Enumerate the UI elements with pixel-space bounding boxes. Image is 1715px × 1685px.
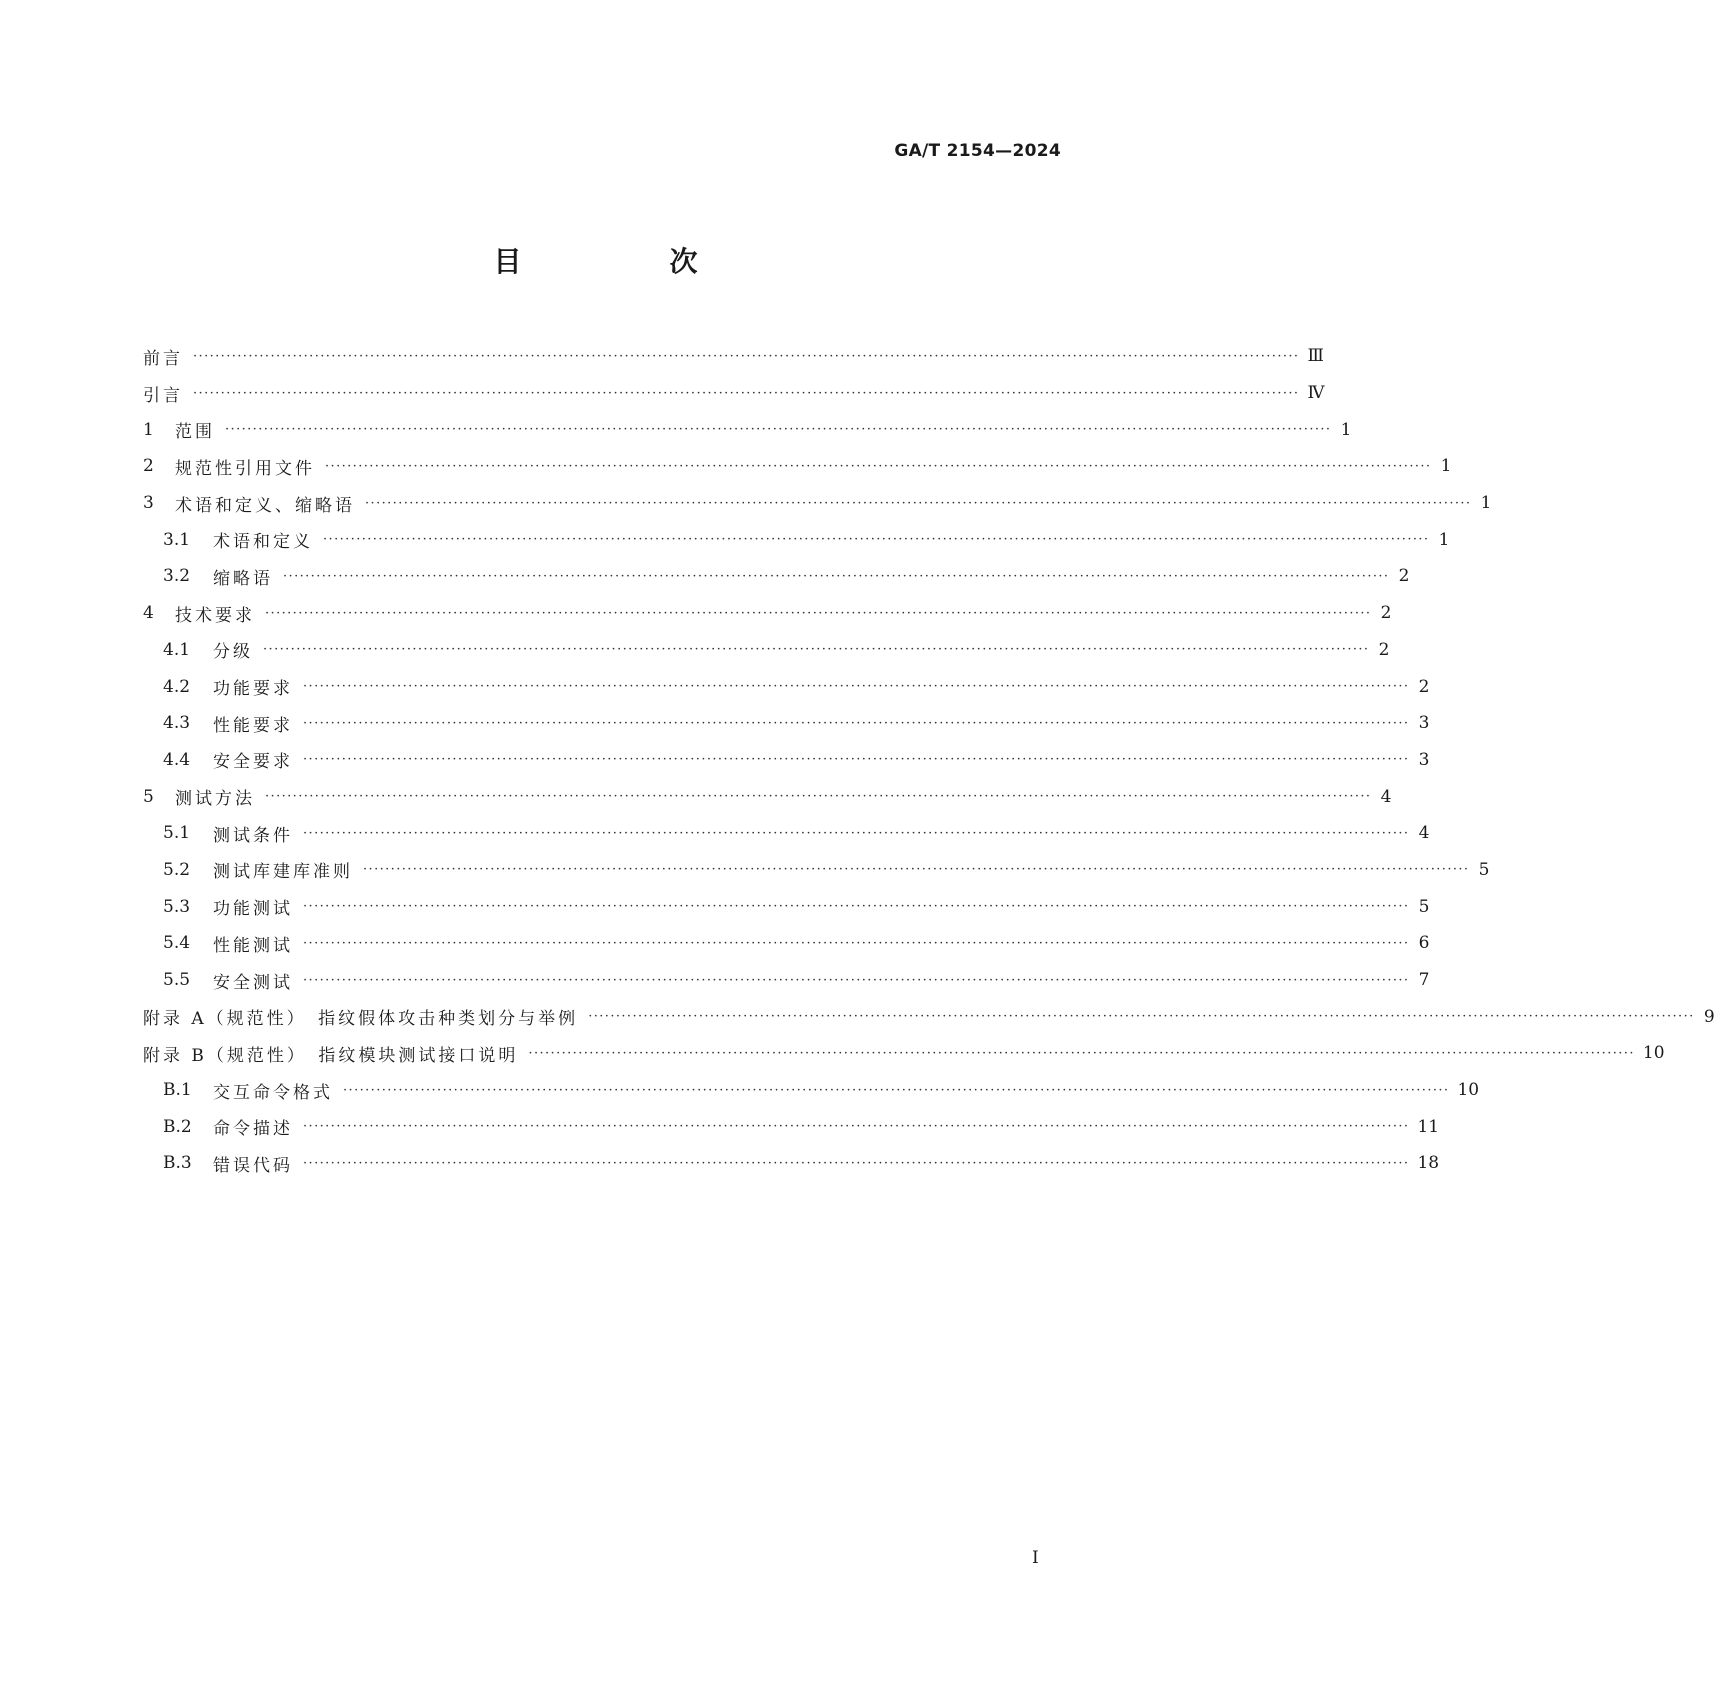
toc-entry-label: 测试库建库准则 <box>213 862 353 883</box>
toc-entry-number: B.1 <box>163 1080 192 1101</box>
toc-entry-label: 术语和定义 <box>213 532 313 553</box>
toc-entry-number: 5.5 <box>163 970 191 991</box>
dot-leader: ········································································································································································································ <box>193 385 1300 401</box>
toc-entry-label: 规范性引用文件 <box>175 458 315 479</box>
toc-entry-label: 命令描述 <box>213 1119 293 1140</box>
toc-entry-label: 测试方法 <box>175 789 255 810</box>
toc-entry-label: 安全测试 <box>213 972 293 993</box>
toc-entry-label: 测试条件 <box>213 825 293 846</box>
toc-entry-number: 3 <box>143 493 154 514</box>
dot-leader: ········································································································································································································ <box>303 972 1410 988</box>
dot-leader: ········································································································································································································ <box>303 715 1410 731</box>
document-code: GA/T 2154—2024 <box>894 141 1061 161</box>
toc-entry-page: 1 <box>1480 493 1492 514</box>
toc-entry-number: 4.1 <box>163 639 191 660</box>
table-of-contents <box>143 338 1715 1182</box>
toc-entry[interactable] <box>143 411 1352 448</box>
toc-entry-label: 附录 A（规范性） 指纹假体攻击种类划分与举例 <box>143 1009 579 1030</box>
toc-entry[interactable] <box>143 852 1490 889</box>
toc-entry-label: 附录 B（规范性） 指纹模块测试接口说明 <box>143 1045 519 1066</box>
toc-entry-number: 4.3 <box>163 713 191 734</box>
dot-leader: ········································································································································································································ <box>265 789 1372 805</box>
toc-entry[interactable] <box>143 595 1392 632</box>
toc-entry-number: 5.4 <box>163 933 191 954</box>
toc-entry-page: 2 <box>1418 676 1430 697</box>
toc-entry[interactable] <box>143 998 1715 1035</box>
page-number: Ⅰ <box>1032 1548 1039 1568</box>
toc-entry-number: 5.2 <box>163 859 191 880</box>
toc-entry-label: 缩略语 <box>213 568 273 589</box>
toc-entry[interactable] <box>143 778 1392 815</box>
toc-entry-page: 5 <box>1478 859 1490 880</box>
toc-entry-label: 技术要求 <box>175 605 255 626</box>
toc-entry-page: 3 <box>1418 713 1430 734</box>
toc-entry[interactable] <box>143 632 1390 669</box>
dot-leader: ········································································································································································································ <box>343 1082 1450 1098</box>
toc-entry[interactable] <box>143 925 1430 962</box>
dot-leader: ········································································································································································································ <box>225 422 1332 438</box>
toc-entry-number: 4.4 <box>163 749 191 770</box>
toc-entry-number: 5 <box>143 786 154 807</box>
dot-leader: ········································································································································································································ <box>303 825 1410 841</box>
toc-entry[interactable] <box>143 1145 1440 1182</box>
dot-leader: ········································································································································································································ <box>325 458 1432 474</box>
dot-leader: ········································································································································································································ <box>303 752 1410 768</box>
toc-entry-page: 7 <box>1418 970 1430 991</box>
toc-entry[interactable] <box>143 485 1492 522</box>
toc-entry-number: B.3 <box>163 1153 192 1174</box>
toc-entry-label: 功能测试 <box>213 899 293 920</box>
dot-leader: ········································································································································································································ <box>363 862 1470 878</box>
toc-entry-page: 1 <box>1440 456 1452 477</box>
toc-entry-page: 1 <box>1438 529 1450 550</box>
toc-entry-number: 2 <box>143 456 154 477</box>
page-title: 目 次 <box>493 245 758 278</box>
toc-entry-number: 5.1 <box>163 823 191 844</box>
dot-leader: ········································································································································································································ <box>265 605 1372 621</box>
toc-entry-page: 10 <box>1642 1043 1665 1064</box>
toc-entry-page: 5 <box>1418 896 1430 917</box>
toc-entry-page: 2 <box>1380 603 1392 624</box>
dot-leader: ········································································································································································································ <box>263 642 1370 658</box>
toc-entry[interactable] <box>143 338 1324 375</box>
toc-entry-label: 交互命令格式 <box>213 1082 333 1103</box>
toc-entry-page: Ⅳ <box>1307 383 1325 404</box>
toc-entry[interactable] <box>143 521 1450 558</box>
toc-entry-page: 1 <box>1340 419 1352 440</box>
dot-leader: ········································································································································································································ <box>303 1119 1410 1135</box>
toc-entry-label: 安全要求 <box>213 752 293 773</box>
toc-entry[interactable] <box>143 962 1430 999</box>
toc-entry[interactable] <box>143 375 1325 412</box>
toc-entry-number: 1 <box>143 419 154 440</box>
toc-entry-page: 18 <box>1417 1153 1440 1174</box>
dot-leader: ········································································································································································································ <box>303 679 1410 695</box>
toc-entry-page: 4 <box>1418 823 1430 844</box>
toc-entry-label: 术语和定义、缩略语 <box>175 495 355 516</box>
toc-entry[interactable] <box>143 1108 1440 1145</box>
dot-leader: ········································································································································································································ <box>528 1045 1635 1061</box>
toc-entry[interactable] <box>143 448 1452 485</box>
dot-leader: ········································································································································································································ <box>303 899 1410 915</box>
toc-entry[interactable] <box>143 888 1430 925</box>
toc-entry-label: 性能要求 <box>213 715 293 736</box>
toc-entry-page: Ⅲ <box>1307 346 1324 367</box>
toc-entry-label: 引言 <box>143 385 183 406</box>
toc-entry-page: 11 <box>1417 1116 1440 1137</box>
toc-entry-page: 10 <box>1457 1080 1480 1101</box>
dot-leader: ········································································································································································································ <box>365 495 1472 511</box>
toc-entry[interactable] <box>143 558 1410 595</box>
toc-entry[interactable] <box>143 1035 1665 1072</box>
toc-entry-page: 4 <box>1380 786 1392 807</box>
dot-leader: ········································································································································································································ <box>283 568 1390 584</box>
toc-entry-label: 前言 <box>143 348 183 369</box>
dot-leader: ········································································································································································································ <box>323 532 1430 548</box>
toc-entry[interactable] <box>143 705 1430 742</box>
toc-entry-page: 2 <box>1398 566 1410 587</box>
toc-entry[interactable] <box>143 742 1430 779</box>
toc-entry-label: 功能要求 <box>213 679 293 700</box>
toc-entry[interactable] <box>143 815 1430 852</box>
toc-entry-page: 3 <box>1418 749 1430 770</box>
toc-entry-page: 9 <box>1703 1006 1715 1027</box>
toc-entry-number: 3.2 <box>163 566 191 587</box>
toc-entry-label: 分级 <box>213 642 253 663</box>
toc-entry-number: 5.3 <box>163 896 191 917</box>
dot-leader: ········································································································································································································ <box>303 1155 1410 1171</box>
toc-entry-number: 4 <box>143 603 154 624</box>
toc-entry-page: 2 <box>1378 639 1390 660</box>
toc-entry-number: 3.1 <box>163 529 191 550</box>
toc-entry-number: B.2 <box>163 1116 192 1137</box>
dot-leader: ········································································································································································································ <box>588 1009 1695 1025</box>
toc-entry-label: 错误代码 <box>213 1155 293 1176</box>
toc-entry-page: 6 <box>1418 933 1430 954</box>
dot-leader: ········································································································································································································ <box>303 935 1410 951</box>
toc-entry-number: 4.2 <box>163 676 191 697</box>
toc-entry[interactable] <box>143 1072 1480 1109</box>
toc-entry-label: 性能测试 <box>213 935 293 956</box>
toc-entry-label: 范围 <box>175 422 215 443</box>
dot-leader: ········································································································································································································ <box>193 348 1300 364</box>
toc-entry[interactable] <box>143 668 1430 705</box>
